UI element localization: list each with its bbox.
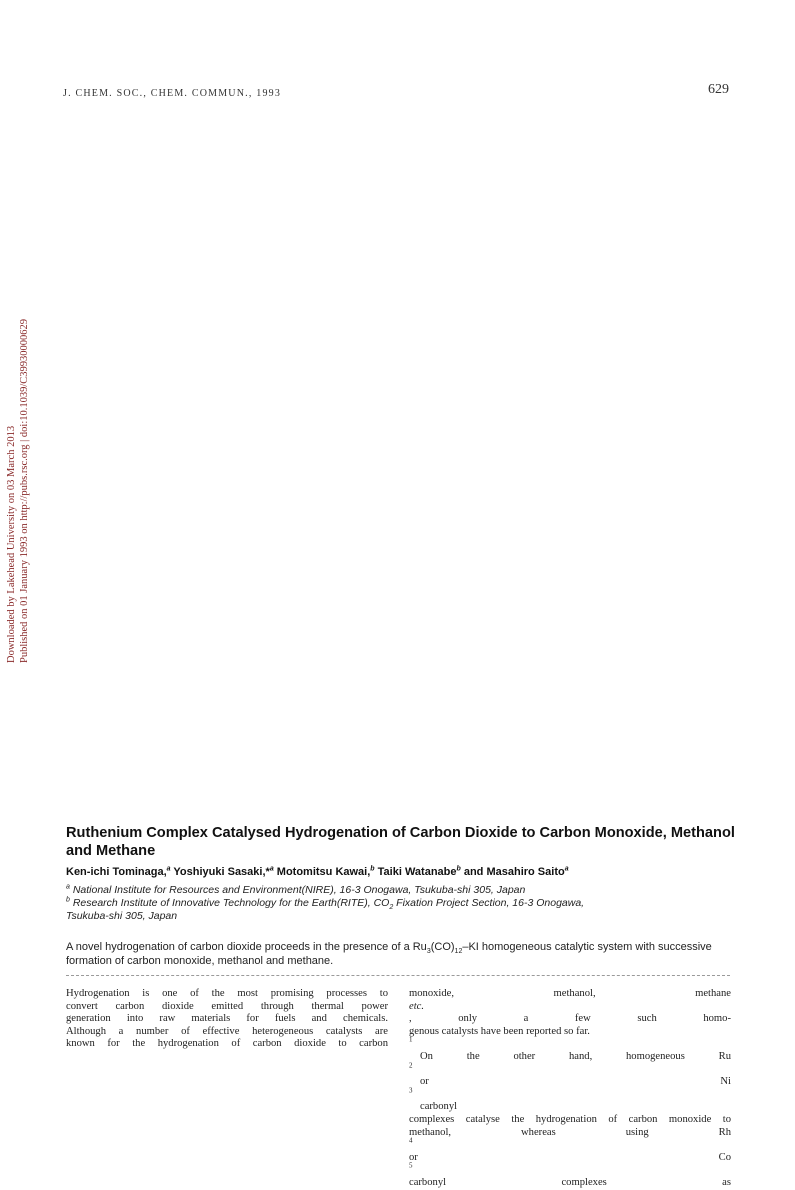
author-list	[66, 865, 736, 879]
reference-mark: 3	[409, 1086, 413, 1095]
abstract-text: –KI homogeneous catalytic system with successive formation of carbon monoxide, methanol and methane.	[66, 941, 712, 967]
body-text: carbonyl	[420, 1101, 458, 1113]
body-line	[409, 1127, 731, 1190]
affiliation-line	[66, 897, 736, 910]
body-text: or Co	[409, 1151, 731, 1163]
body-column-right	[409, 988, 731, 1190]
author-affiliation-mark: a	[564, 865, 569, 873]
article-title: Ruthenium Complex Catalysed Hydrogenation of Carbon Dioxide to Carbon Monoxide, Methanol and Methane	[66, 825, 735, 859]
body-line	[409, 1026, 731, 1051]
author-name: Motomitsu Kawai,	[276, 866, 371, 878]
abstract-text: A novel hydrogenation of carbon dioxide proceeds in the presence of a Ru	[66, 941, 427, 953]
body-column-left	[66, 988, 388, 1051]
download-watermark	[5, 243, 31, 663]
subscript: 12	[454, 948, 463, 956]
affiliation-a	[66, 884, 736, 897]
subscript: 3	[426, 948, 431, 956]
publication-note: Published on 01 January 1993 on http://pubs.rsc.org | doi:10.1039/C39930000629	[19, 318, 30, 663]
body-line: convert carbon dioxide emitted through thermal power	[66, 1000, 388, 1012]
running-header: J. CHEM. SOC., CHEM. COMMUN., 1993	[63, 88, 282, 99]
body-text: On the other hand, homogeneous Ru	[420, 1050, 731, 1062]
body-line: Hydrogenation is one of the most promising processes to	[66, 988, 388, 999]
download-note: Downloaded by Lakehead University on 03 March 2013	[6, 425, 17, 663]
affiliation-text: Fixation Project Section, 16-3 Onogawa,	[393, 897, 585, 909]
body-line: known for the hydrogenation of carbon dioxide to carbon	[66, 1038, 388, 1050]
body-text: carbonyl complexes as	[409, 1176, 731, 1188]
author-affiliation-mark: a	[166, 865, 171, 873]
body-text: , only a few such homo-	[409, 1013, 731, 1025]
author-affiliation-mark: b	[456, 865, 461, 873]
body-line: generation into raw materials for fuels and chemicals.	[66, 1013, 388, 1025]
reference-mark: 5	[409, 1161, 413, 1170]
body-text: genous catalysts have been reported so far.	[409, 1025, 590, 1037]
body-text: or Ni	[420, 1076, 731, 1088]
abstract-text: (CO)	[430, 941, 455, 953]
author-name: Yoshiyuki Sasaki,*	[173, 866, 270, 878]
author-affiliation-mark: b	[370, 865, 375, 873]
body-line	[409, 1051, 731, 1114]
body-text-italic: etc.	[409, 1000, 424, 1012]
body-line: Although a number of effective heterogeneous catalysts are	[66, 1025, 388, 1037]
affiliation-mark: b	[66, 896, 70, 904]
reference-mark: 4	[409, 1136, 413, 1145]
body-text: monoxide, methanol, methane	[409, 988, 731, 999]
subscript: 2	[389, 904, 394, 912]
body-text: methanol, whereas using Rh	[409, 1126, 731, 1138]
author-name: and Masahiro Saito	[463, 866, 565, 878]
reference-mark: 1	[409, 1035, 413, 1044]
body-line: complexes catalyse the hydrogenation of carbon monoxide to	[409, 1113, 731, 1125]
abstract	[66, 941, 734, 968]
affiliation-mark: a	[66, 883, 70, 891]
affiliation-b	[66, 897, 736, 923]
page-number: 629	[708, 82, 729, 97]
affiliation-line: Tsukuba-shi 305, Japan	[66, 910, 178, 922]
author-name: Ken-ichi Tominaga,	[66, 866, 167, 878]
affiliation-text: Research Institute of Innovative Technology for the Earth(RITE), CO	[72, 897, 390, 909]
body-line	[409, 988, 731, 1026]
affiliation-text: National Institute for Resources and Environment(NIRE), 16-3 Onogawa, Tsukuba-shi 305, Japan	[72, 884, 526, 896]
author-name: Taiki Watanabe	[377, 866, 457, 878]
section-divider	[66, 975, 730, 976]
reference-mark: 2	[409, 1061, 413, 1070]
author-affiliation-mark: a	[269, 865, 274, 873]
